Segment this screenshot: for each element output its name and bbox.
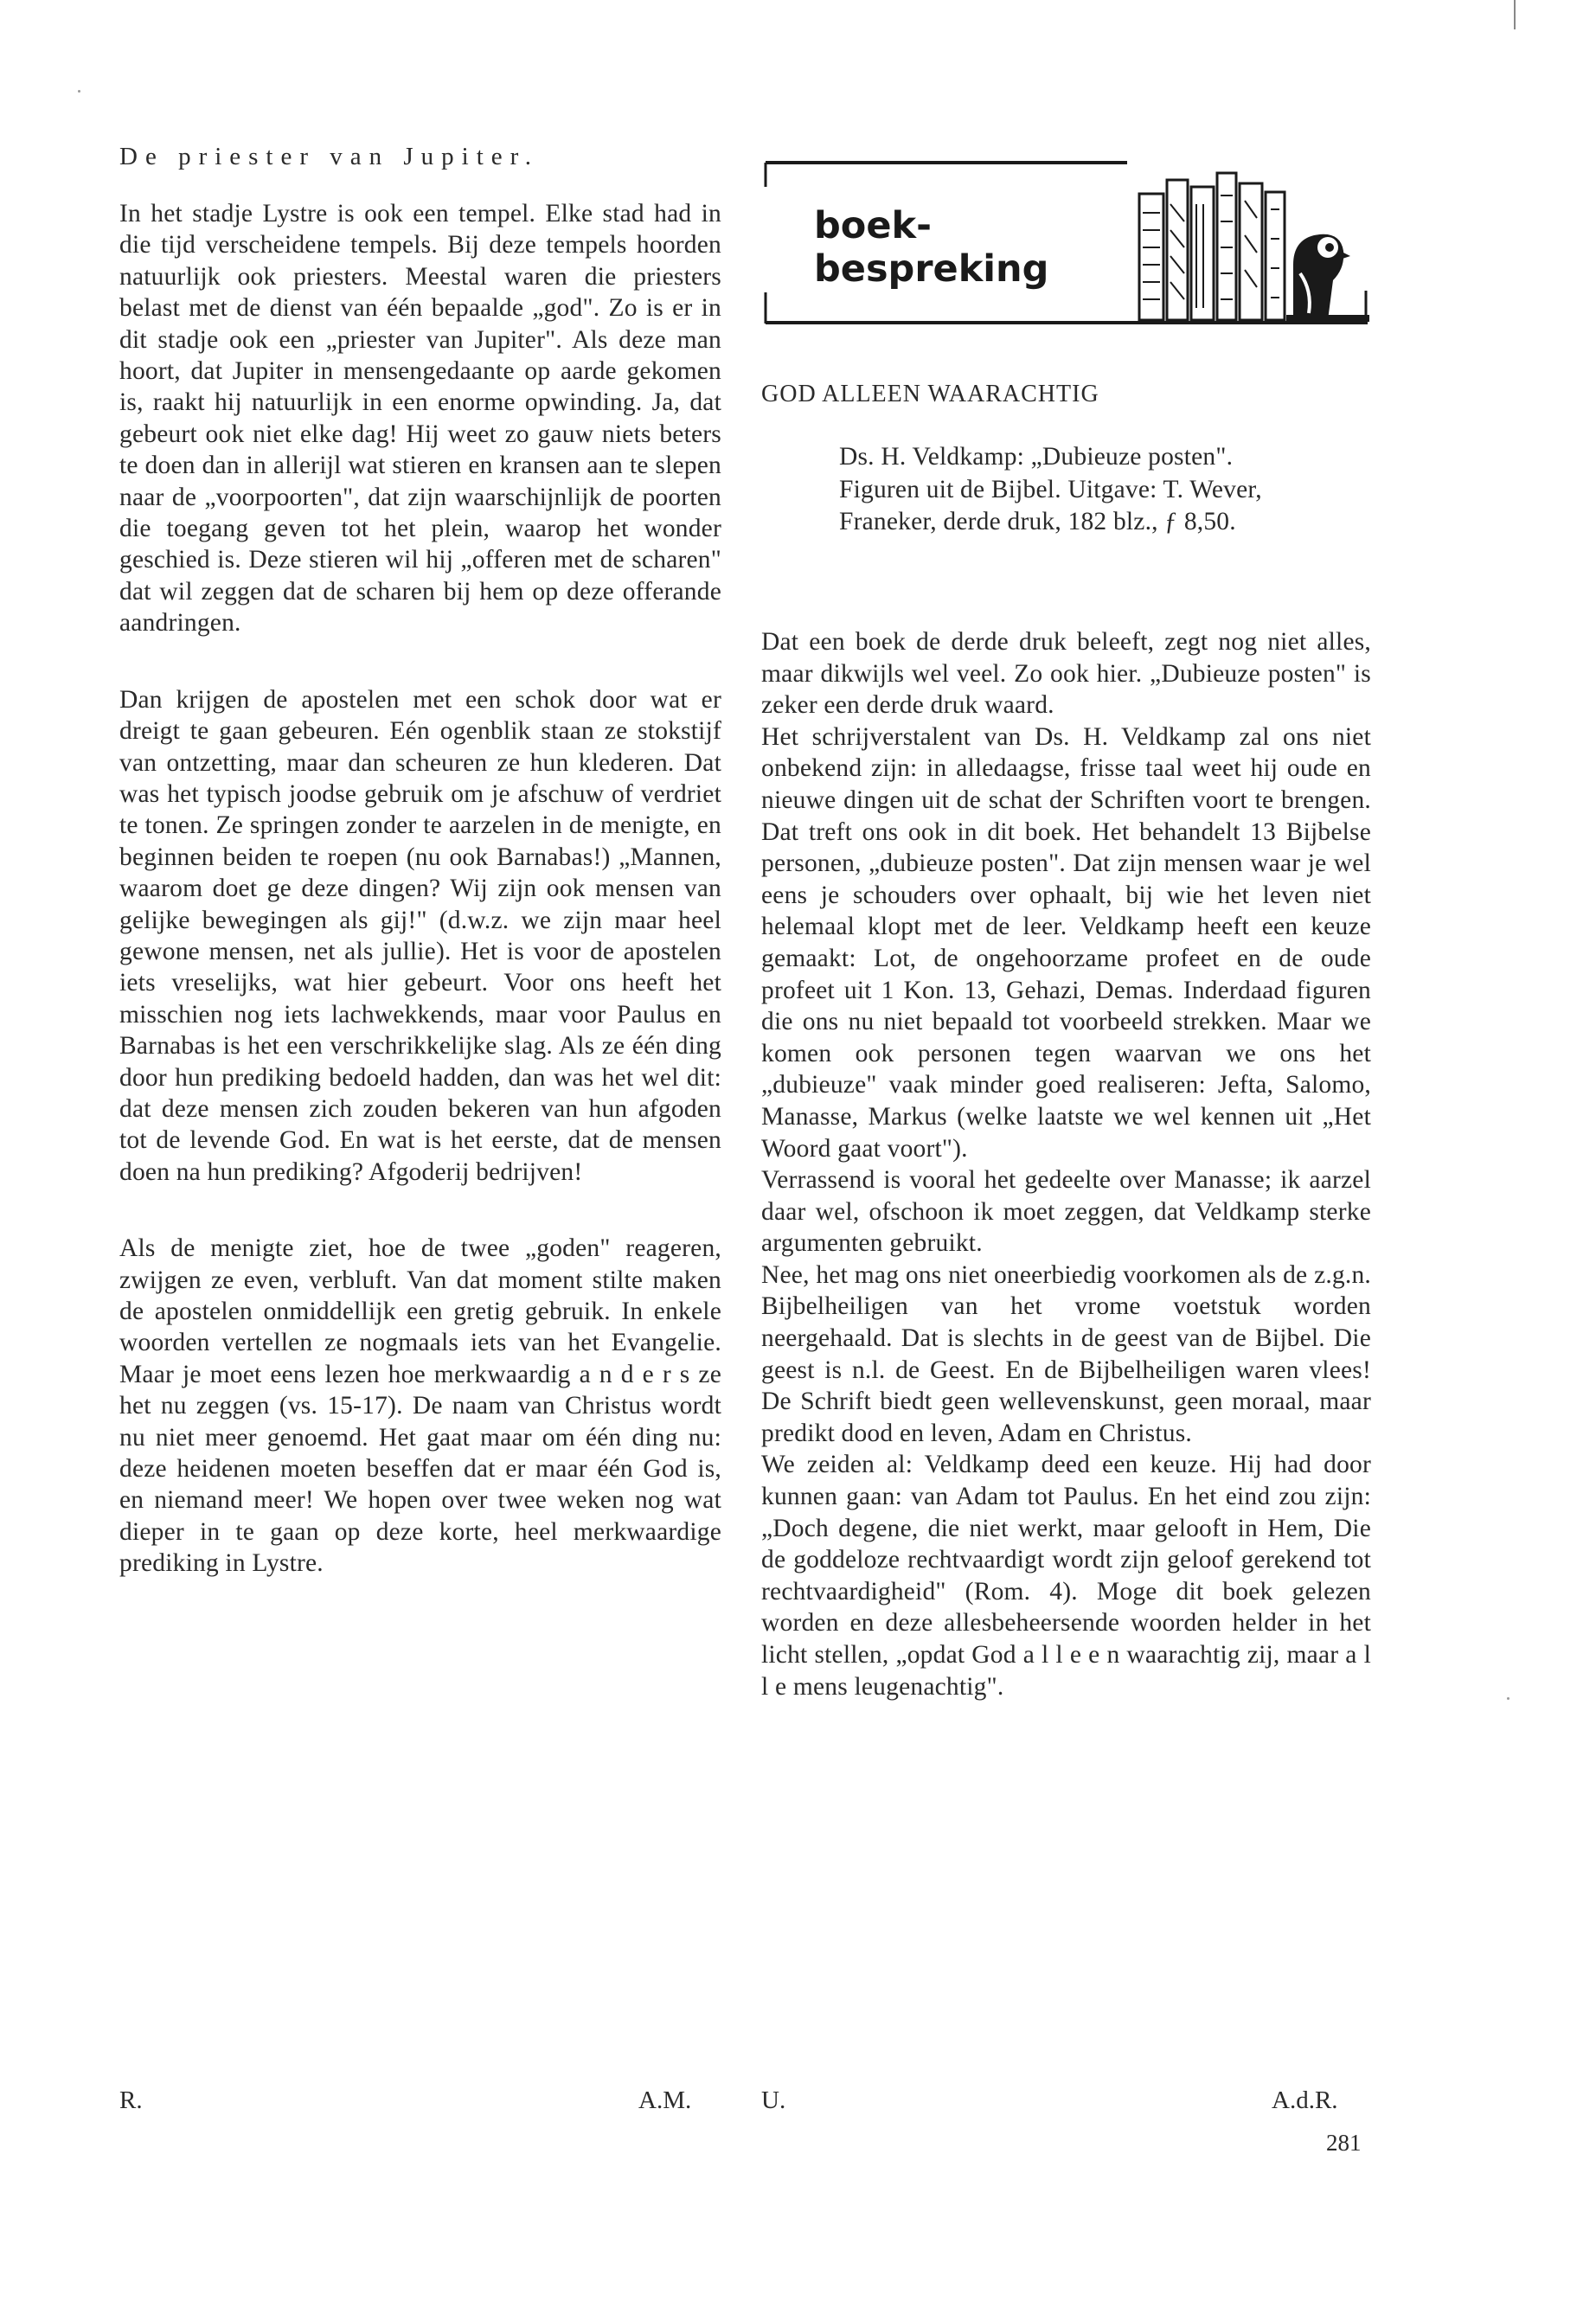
scan-speck	[78, 90, 80, 93]
right-signature-author: A.d.R.	[1272, 2086, 1338, 2114]
scan-edge-mark	[1514, 0, 1516, 29]
books-and-owl-illustration	[1127, 161, 1369, 325]
left-article-body	[119, 198, 721, 1580]
right-paragraph-1: Dat een boek de derde druk beleeft, zegt nog niet alles, maar dikwijls wel veel. Zo ook hier. „Dubieuze posten" is zeker een derde druk waard.	[761, 628, 1371, 720]
right-paragraph-2: Het schrijverstalent van Ds. H. Veldkamp zal ons niet onbekend zijn: in alledaagse, frisse taal weet hij oude en nieuwe dingen uit de schat der Schriften voort te brengen. Dat treft ons ook in dit boek. Het behandelt 13 Bijbelse personen, „dubieuze posten". Dat zijn mensen waar je wel eens je schouders over ophaalt, bij wie het leven niet helemaal klopt met de leer. Veldkamp heeft een keuze gemaakt: Lot, de ongehoorzame profeet en de oude profeet uit 1 Kon. 13, Gehazi, Demas. Inderdaad figuren die ons nu niet bepaald tot voorbeeld strekken. Maar we komen ook personen tegen waarvan we ons het „dubieuze" vaak minder goed realiseren: Jefta, Salomo, Manasse, Markus (welke laatste we wel kennen uit „Het Woord gaat voort").	[761, 722, 1371, 1163]
left-signature-author: A.M.	[638, 2086, 692, 2114]
left-heading: De priester van Jupiter.	[119, 143, 539, 170]
scan-speck	[1507, 1697, 1509, 1700]
boekbespreking-banner	[764, 161, 1369, 325]
review-title: GOD ALLEEN WAARACHTIG	[761, 381, 1099, 407]
banner-title	[814, 204, 1048, 291]
right-paragraph-5: We zeiden al: Veldkamp deed een keuze. Hij had door kunnen gaan: van Adam tot Paulus. En het eind zou zijn: „Doch degene, die niet werkt, maar gelooft in Hem, Die de goddeloze rechtvaardigt wordt zijn geloof gerekend tot rechtvaardigheid" (Rom. 4). Moge dit boek gelezen worden en deze allesbeheersende woorden helder in het licht stellen, „opdat God a l l e e n waarachtig zij, maar a l l e mens leugenachtig".	[761, 1451, 1371, 1701]
banner-title-line2: bespreking	[814, 247, 1049, 291]
book-info: Ds. H. Veldkamp: „Dubieuze posten". Figuren uit de Bijbel. Uitgave: T. Wever, Franeker, derde druk, 182 blz., ƒ 8,50.	[839, 443, 1262, 535]
right-article-body	[761, 626, 1371, 1702]
left-paragraph-1: In het stadje Lystre is ook een tempel. Elke stad had in die tijd verscheidene tempels. Bij deze tempels hoorden natuurlijk ook priesters. Meestal waren die priesters belast met de dienst van één bepaalde „god". Zo is er in dit stadje ook een „priester van Jupiter". Als deze man hoort, dat Jupiter in mensengedaante op aarde gekomen is, raakt hij natuurlijk in een enorme opwinding. Ja, dat gebeurt ook niet elke dag! Hij weet zo gauw niets beters te doen dan in allerijl wat stieren en kransen aan te slepen naar de „voorpoorten", dat zijn waarschijnlijk de poorten die toegang geven tot het plein, waarop het wonder geschied is. Deze stieren wil hij „offeren met de scharen" dat wil zeggen dat de scharen bij hem op deze offerande aandringen.	[119, 200, 721, 638]
owl-icon	[1286, 234, 1369, 322]
banner-title-line1: boek-	[814, 204, 932, 247]
left-paragraph-2: Dan krijgen de apostelen met een schok door wat er dreigt te gaan gebeuren. Eén ogenblik staan ze stokstijf van ontzetting, maar dan scheuren ze hun klederen. Dat was het typisch joodse gebruik om je afschuw of verdriet te tonen. Ze springen zonder te aarzelen in de menigte, en beginnen beiden te roepen (nu ook Barnabas!) „Mannen, waarom doet ge deze dingen? Wij zijn ook mensen van gelijke bewegingen als gij!" (d.w.z. we zijn maar heel gewone mensen, net als jullie). Het is voor de apostelen iets vreselijks, wat hier gebeurt. Voor ons heeft het misschien nog iets lachwekkends, maar voor Paulus en Barnabas is het een verschrikkelijke slag. Als ze één ding door hun prediking bedoeld hadden, dan was het wel dit: dat deze mensen zich zouden bekeren van hun afgoden tot de levende God. En wat is het eerste, dat de mensen doen na hun prediking? Afgoderij bedrijven!	[119, 685, 721, 1186]
right-paragraph-4: Nee, het mag ons niet oneerbiedig voorkomen als de z.g.n. Bijbelheiligen van het vrome voetstuk worden neergehaald. Dat is slechts in de geest van de Bijbel. Die geest is n.l. de Geest. En de Bijbelheiligen waren vlees! De Schrift biedt geen wellevenskunst, geen moraal, maar predikt dood en leven, Adam en Christus.	[761, 1260, 1371, 1447]
right-signature-initial: U.	[761, 2086, 786, 2114]
left-paragraph-3: Als de menigte ziet, hoe de twee „goden" reageren, zwijgen ze even, verbluft. Van dat moment stilte maken de apostelen onmiddellijk een gretig gebruik. In enkele woorden vertellen ze nogmaals iets van het Evangelie. Maar je moet eens lezen hoe merkwaardig a n d e r s ze het nu zeggen (vs. 15-17). De naam van Christus wordt nu niet meer genoemd. Het gaat maar om één ding nu: deze heidenen moeten beseffen dat er maar één God is, en niemand meer! We hopen over twee weken nog wat dieper in te gaan op deze korte, heel merkwaardige prediking in Lystre.	[119, 1234, 721, 1578]
right-paragraph-3: Verrassend is vooral het gedeelte over Manasse; ik aarzel daar wel, ofschoon ik moet zeggen, dat Veldkamp sterke argumenten gebruikt.	[761, 1166, 1371, 1258]
left-signature-initial: R.	[119, 2086, 143, 2114]
page-number: 281	[1326, 2130, 1362, 2156]
